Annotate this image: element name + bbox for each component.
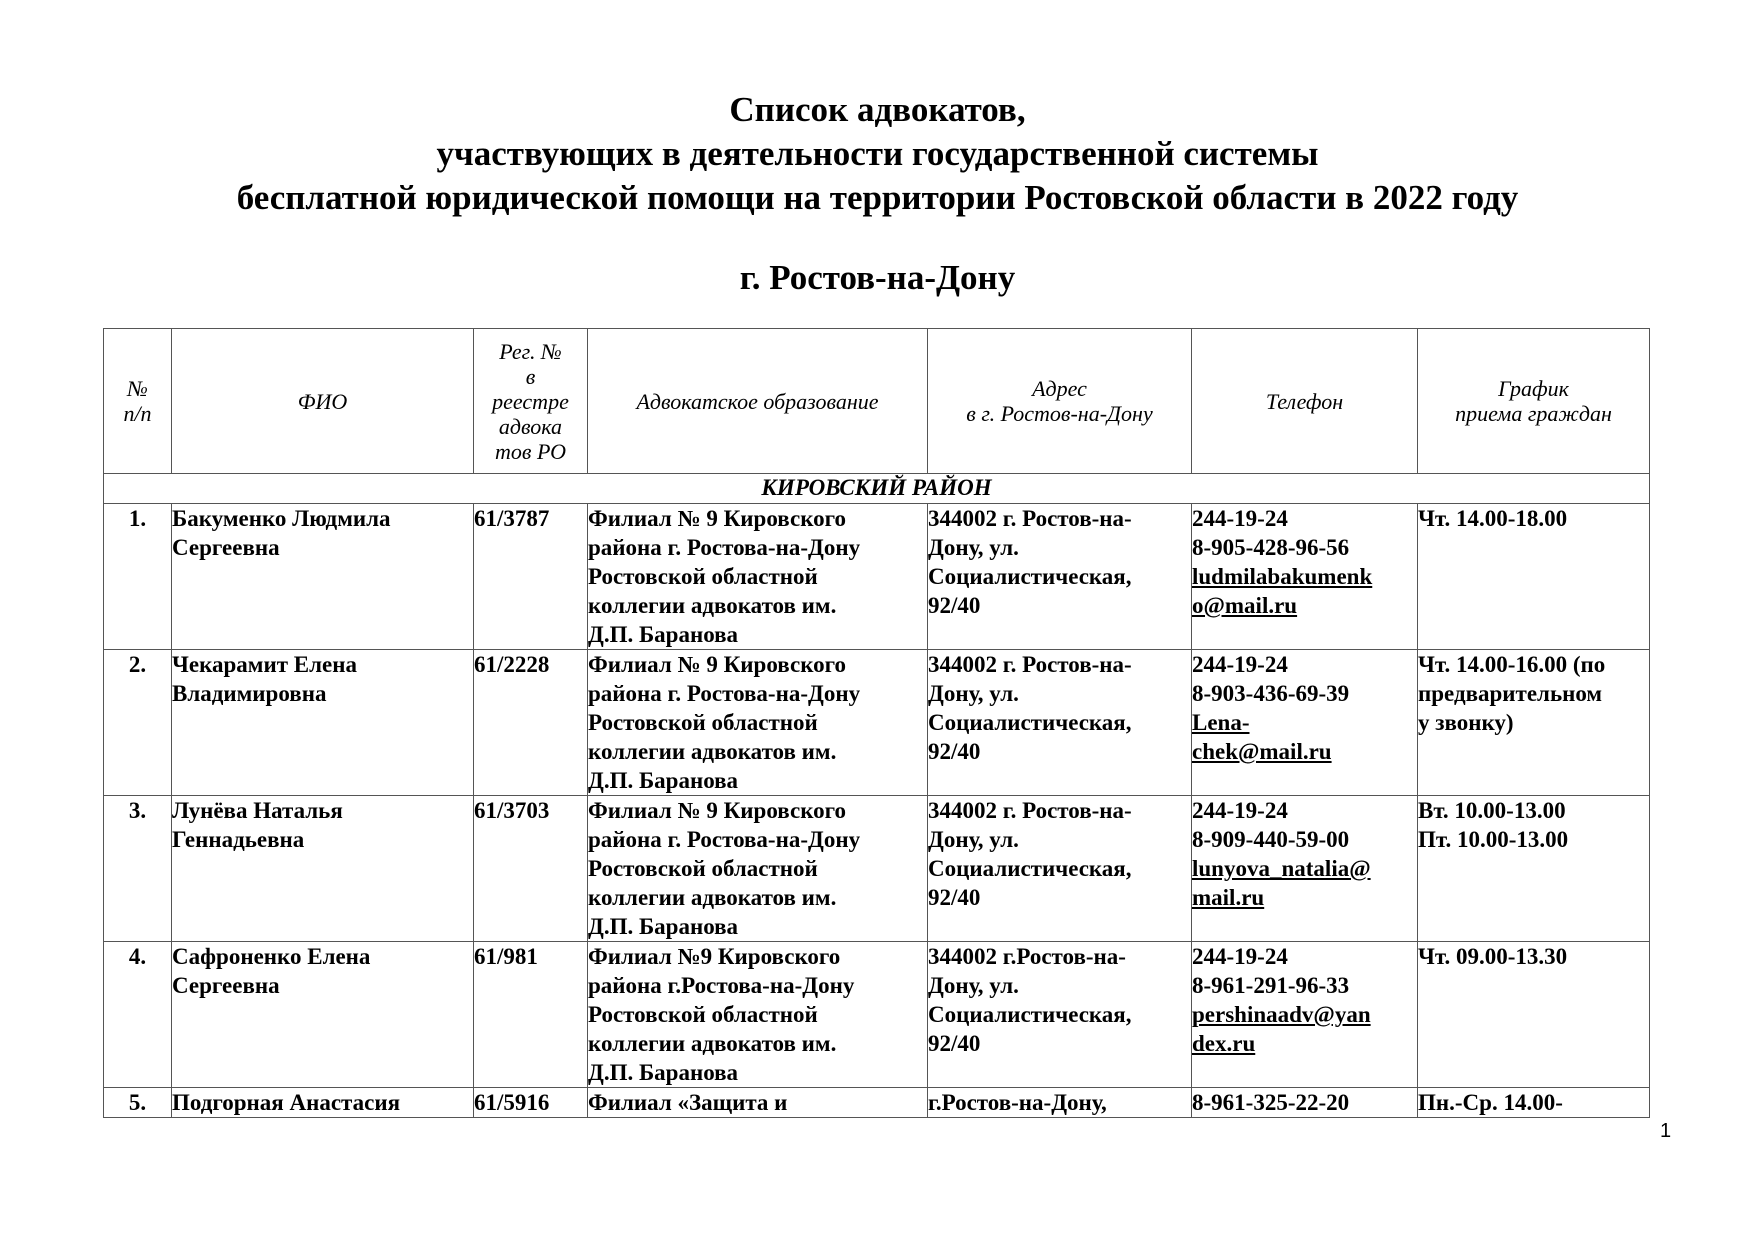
registry-number: 61/981	[474, 942, 588, 1088]
row-number: 3.	[104, 796, 172, 942]
schedule: Пн.-Ср. 14.00-	[1418, 1088, 1650, 1118]
row-number: 1.	[104, 504, 172, 650]
email-link[interactable]: chek@mail.ru	[1192, 739, 1332, 764]
table-row	[104, 942, 1650, 1088]
table-header-row	[104, 329, 1650, 474]
district-label: КИРОВСКИЙ РАЙОН	[104, 474, 1650, 504]
table-row	[104, 504, 1650, 650]
registry-number: 61/2228	[474, 650, 588, 796]
organization: Филиал № 9 Кировского района г. Ростова-на-Дону Ростовской областной коллегии адвокатов им. Д.П. Баранова	[588, 796, 928, 942]
district-row	[104, 474, 1650, 504]
phone: 244-19-24 8-961-291-96-33 pershinaadv@yan dex.ru	[1192, 942, 1418, 1088]
schedule: Чт. 09.00-13.30	[1418, 942, 1650, 1088]
header-num: № п/п	[104, 329, 172, 474]
row-number: 5.	[104, 1088, 172, 1118]
organization: Филиал № 9 Кировского района г. Ростова-на-Дону Ростовской областной коллегии адвокатов им. Д.П. Баранова	[588, 504, 928, 650]
email-link[interactable]: ludmilabakumenk	[1192, 564, 1373, 589]
lawyer-name: Бакуменко Людмила Сергеевна	[172, 504, 474, 650]
address: 344002 г.Ростов-на- Дону, ул. Социалистическая, 92/40	[928, 942, 1192, 1088]
address: 344002 г. Ростов-на- Дону, ул. Социалистическая, 92/40	[928, 504, 1192, 650]
organization: Филиал «Защита и	[588, 1088, 928, 1118]
address: г.Ростов-на-Дону,	[928, 1088, 1192, 1118]
phone: 8-961-325-22-20	[1192, 1088, 1418, 1118]
phone: 244-19-24 8-909-440-59-00 lunyova_natalia@ mail.ru	[1192, 796, 1418, 942]
row-number: 2.	[104, 650, 172, 796]
schedule: Вт. 10.00-13.00 Пт. 10.00-13.00	[1418, 796, 1650, 942]
registry-number: 61/3703	[474, 796, 588, 942]
table-row	[104, 1088, 1650, 1118]
city-heading: г. Ростов-на-Дону	[739, 258, 1016, 297]
phone: 244-19-24 8-905-428-96-56 ludmilabakumenk o@mail.ru	[1192, 504, 1418, 650]
table-row	[104, 796, 1650, 942]
registry-number: 61/3787	[474, 504, 588, 650]
registry-number: 61/5916	[474, 1088, 588, 1118]
email-link[interactable]: mail.ru	[1192, 885, 1265, 910]
header-organization: Адвокатское образование	[588, 329, 928, 474]
organization: Филиал №9 Кировского района г.Ростова-на-Дону Ростовской областной коллегии адвокатов им. Д.П. Баранова	[588, 942, 928, 1088]
lawyers-table	[103, 328, 1650, 1118]
schedule: Чт. 14.00-18.00	[1418, 504, 1650, 650]
lawyer-name: Подгорная Анастасия	[172, 1088, 474, 1118]
email-link[interactable]: lunyova_natalia@	[1192, 856, 1371, 881]
header-reg-number: Рег. № в реестре адвока тов РО	[474, 329, 588, 474]
email-link[interactable]: Lena-	[1192, 710, 1250, 735]
document-title	[0, 88, 1755, 220]
row-number: 4.	[104, 942, 172, 1088]
header-fio: ФИО	[172, 329, 474, 474]
address: 344002 г. Ростов-на- Дону, ул. Социалистическая, 92/40	[928, 796, 1192, 942]
schedule: Чт. 14.00-16.00 (по предварительном у звонку)	[1418, 650, 1650, 796]
header-address: Адрес в г. Ростов-на-Дону	[928, 329, 1192, 474]
table-row	[104, 650, 1650, 796]
page-number: 1	[1660, 1120, 1672, 1142]
lawyer-name: Чекарамит Елена Владимировна	[172, 650, 474, 796]
phone: 244-19-24 8-903-436-69-39 Lena- chek@mail.ru	[1192, 650, 1418, 796]
header-schedule: График приема граждан	[1418, 329, 1650, 474]
header-phone: Телефон	[1192, 329, 1418, 474]
lawyer-name: Лунёва Наталья Геннадьевна	[172, 796, 474, 942]
email-link[interactable]: dex.ru	[1192, 1031, 1256, 1056]
email-link[interactable]: o@mail.ru	[1192, 593, 1298, 618]
title-line-3: бесплатной юридической помощи на территории Ростовской области в 2022 году	[236, 178, 1519, 217]
title-line-2: участвующих в деятельности государственной системы	[436, 134, 1319, 173]
email-link[interactable]: pershinaadv@yan	[1192, 1002, 1371, 1027]
organization: Филиал № 9 Кировского района г. Ростова-на-Дону Ростовской областной коллегии адвокатов им. Д.П. Баранова	[588, 650, 928, 796]
title-line-1: Список адвокатов,	[729, 90, 1026, 129]
lawyer-name: Сафроненко Елена Сергеевна	[172, 942, 474, 1088]
address: 344002 г. Ростов-на- Дону, ул. Социалистическая, 92/40	[928, 650, 1192, 796]
